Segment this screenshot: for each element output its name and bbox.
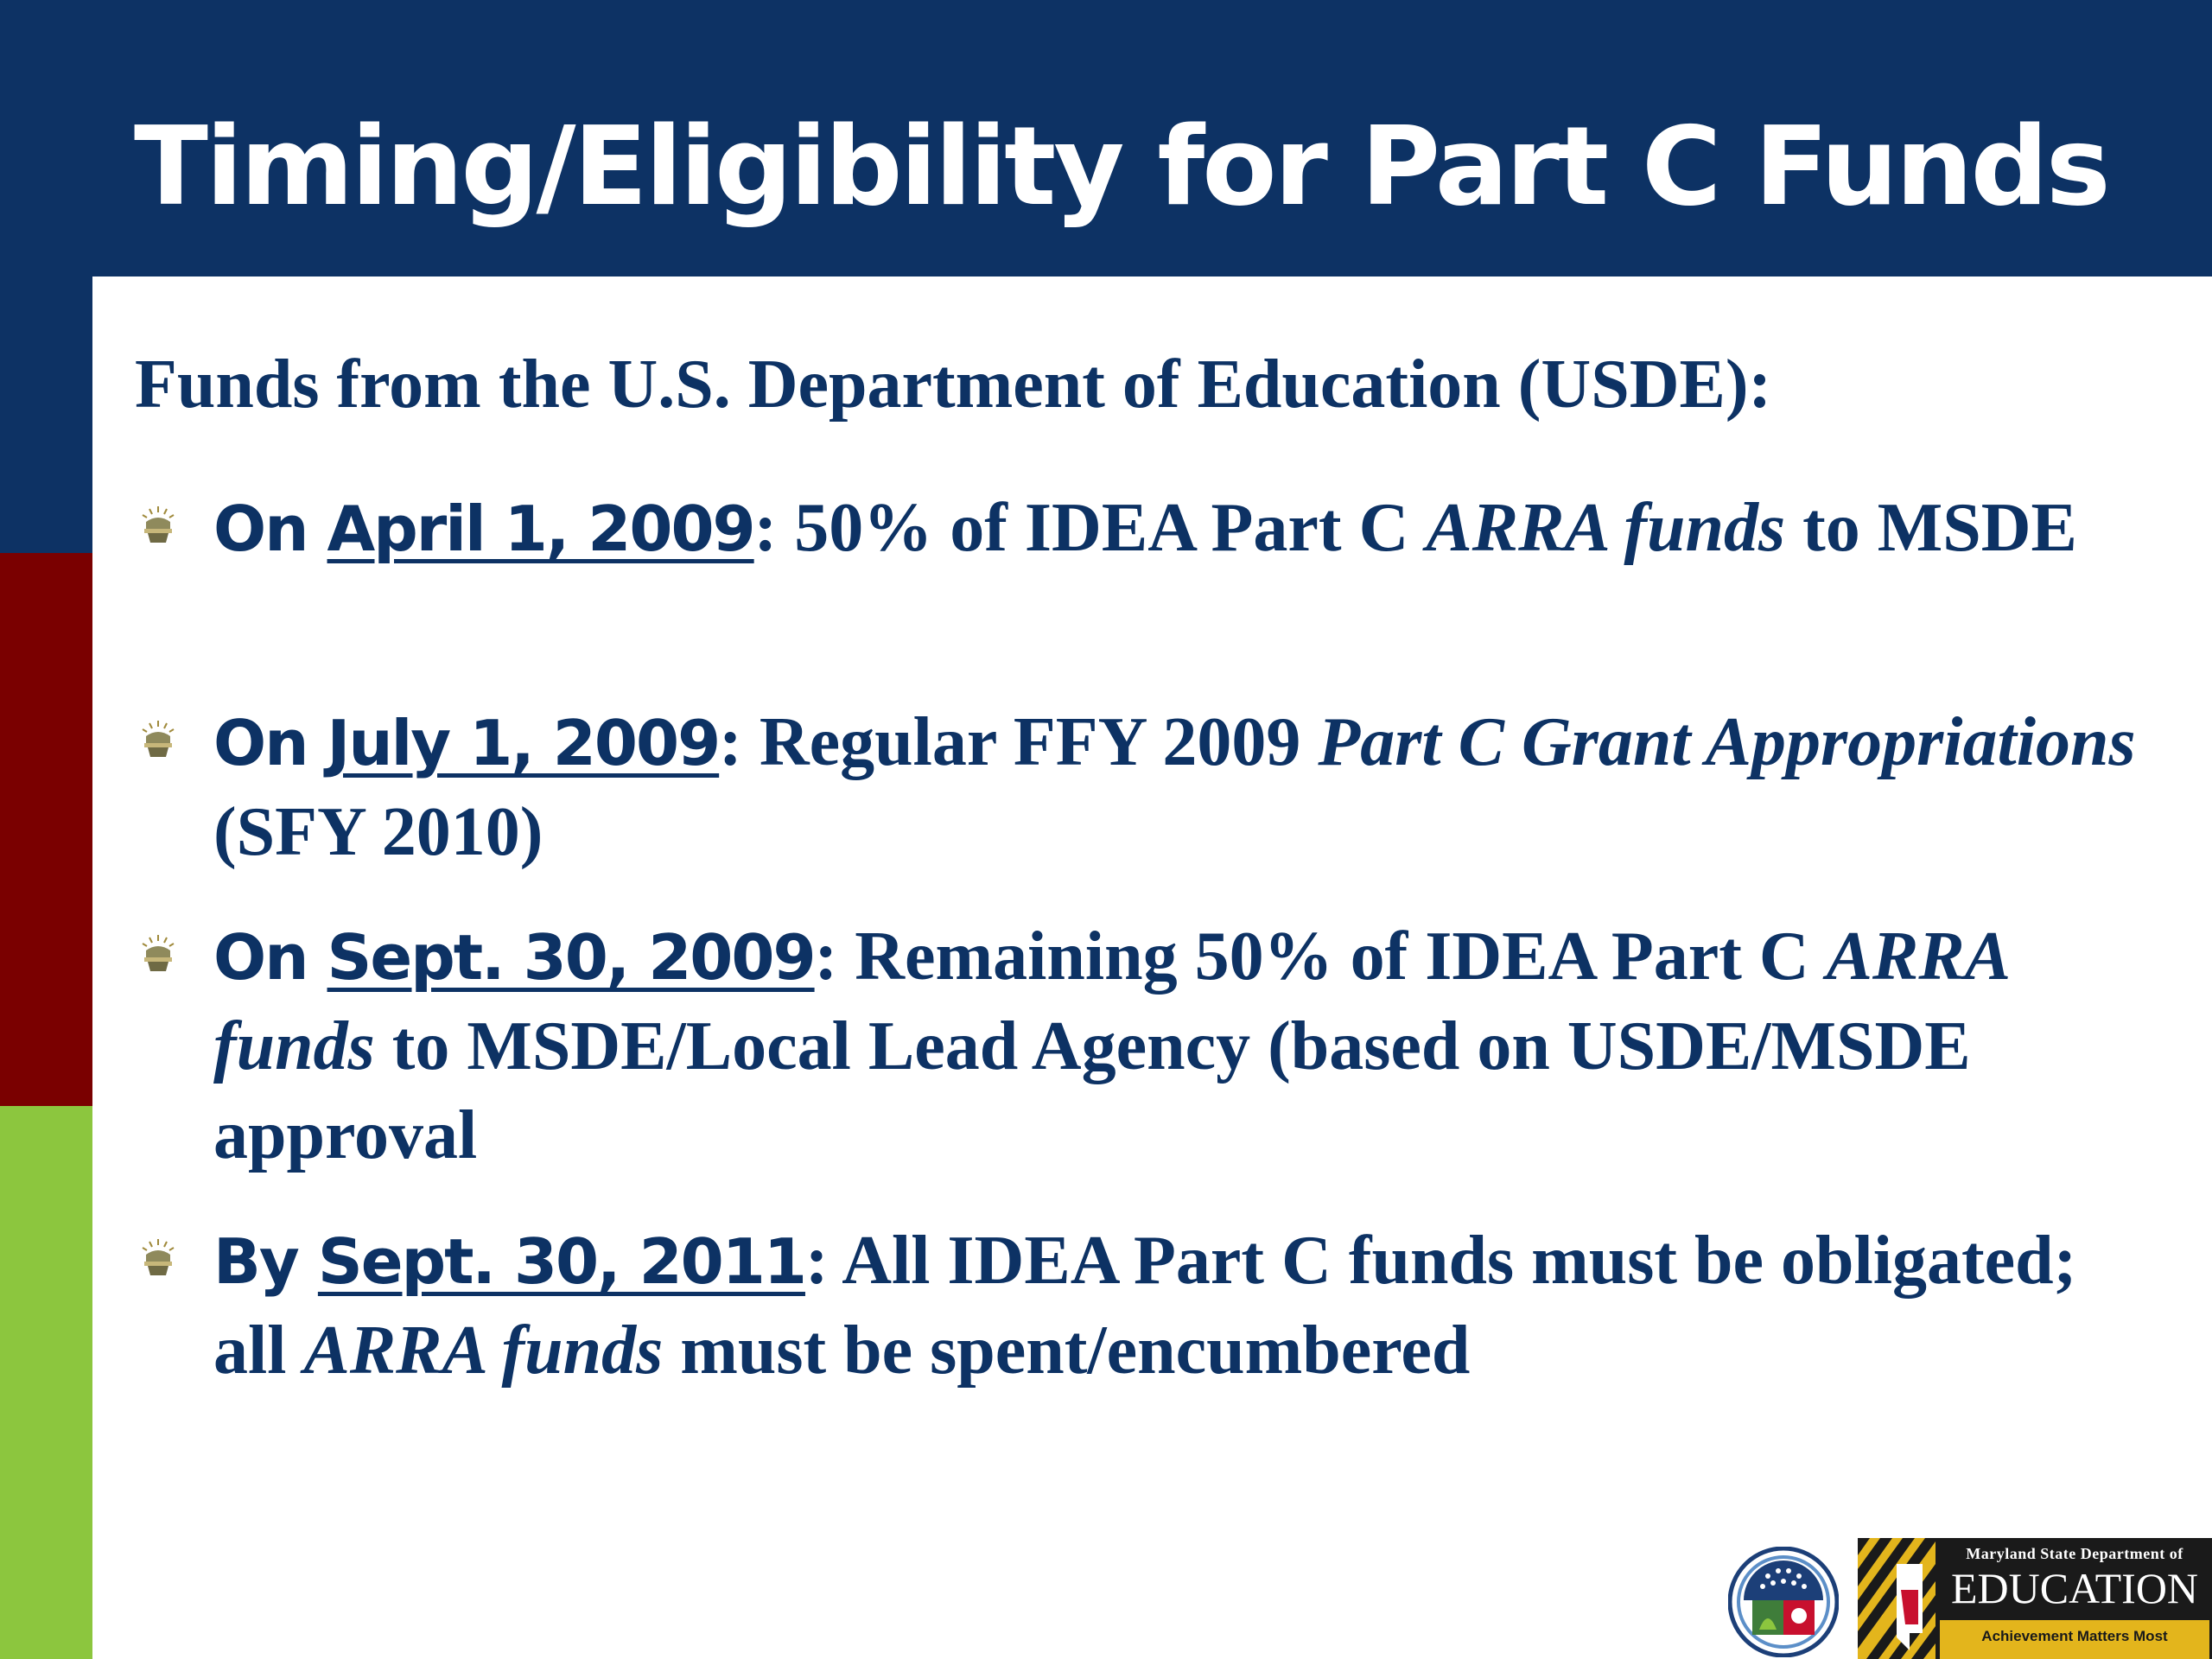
bullet-lead: On: [213, 921, 327, 994]
bullet-date: Sept. 30, 2009: [327, 921, 815, 994]
recovery-gov-seal-icon: [1728, 1547, 1839, 1657]
bullet-item: [213, 1217, 2158, 1395]
bullet-text: : Regular FFY 2009: [719, 704, 1319, 780]
left-stripe-green: [0, 1106, 92, 1659]
bullet-lead: By: [213, 1225, 318, 1298]
slide-content: [92, 276, 2212, 1659]
bullet-date: July 1, 2009: [327, 707, 720, 779]
bullet-text-end: (SFY 2010): [213, 794, 543, 870]
footer-logos: [1728, 1538, 2212, 1659]
bullet-date: Sept. 30, 2011: [317, 1225, 805, 1298]
title-band: [0, 0, 2212, 276]
bullet-text-end: to MSDE: [1785, 490, 2077, 566]
bullet-text: : Remaining 50% of IDEA Part C: [814, 918, 1827, 995]
msde-tagline: Achievement Matters Most: [1981, 1628, 2168, 1644]
bullet-item: [213, 698, 2158, 877]
msde-line1: Maryland State Department of: [1966, 1545, 2183, 1562]
bullet-italic: ARRA funds: [1426, 490, 1786, 566]
bullet-item: [213, 912, 2158, 1180]
msde-logo: [1858, 1538, 2212, 1659]
bullet-date: April 1, 2009: [327, 493, 754, 565]
bullet-text: : All IDEA Part C funds must be obligated; all: [213, 1223, 2077, 1389]
left-stripe-red: [0, 553, 92, 1106]
msde-line2: EDUCATION: [1950, 1564, 2199, 1612]
maryland-flag-icon: [1858, 1538, 1936, 1659]
bullet-italic: ARRA funds: [213, 918, 2007, 1084]
bullet-lead: On: [213, 493, 327, 565]
slide-subtitle: Funds from the U.S. Department of Education (USDE):: [135, 346, 1772, 423]
lamp-icon: [137, 719, 179, 760]
bullet-lead: On: [213, 707, 327, 779]
bullet-italic: Part C Grant Appropriations: [1318, 704, 2136, 780]
lamp-icon: [137, 505, 179, 546]
slide-title: Timing/Eligibility for Part C Funds: [134, 103, 2108, 230]
lamp-icon: [137, 933, 179, 975]
bullet-text-end: must be spent/encumbered: [663, 1313, 1471, 1389]
bullet-text-end: to MSDE/Local Lead Agency (based on USDE/MSDE approval: [213, 1008, 1971, 1173]
lamp-icon: [137, 1237, 179, 1279]
bullet-text: : 50% of IDEA Part C: [753, 490, 1427, 566]
bullet-item: [213, 484, 2158, 574]
bullet-italic: ARRA funds: [303, 1313, 664, 1389]
